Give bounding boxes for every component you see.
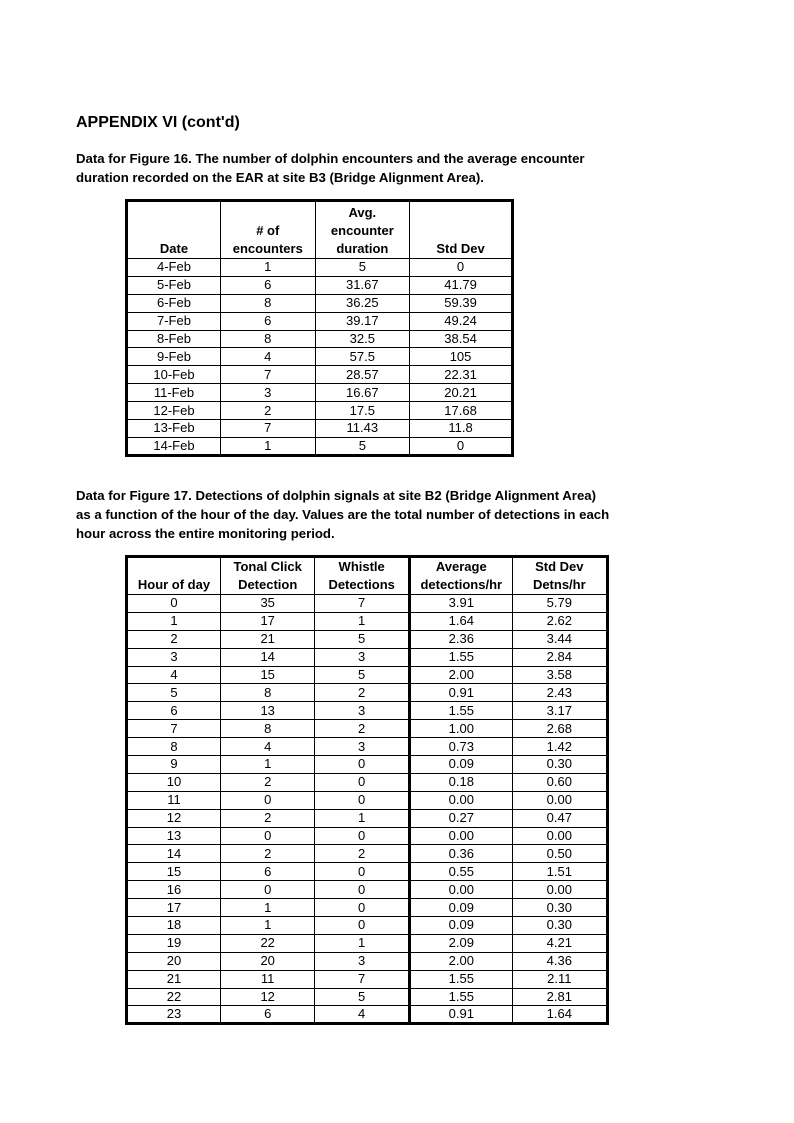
header-average-l1: Average <box>435 559 487 574</box>
table-cell: 4 <box>220 738 314 756</box>
table-header-row <box>127 201 513 259</box>
header-date: Date <box>127 201 221 259</box>
table-cell: 0 <box>220 791 314 809</box>
table-cell: 0 <box>315 756 410 774</box>
table-cell: 4 <box>127 666 221 684</box>
table-cell: 2.11 <box>512 970 607 988</box>
table-cell: 2.84 <box>512 648 607 666</box>
table-cell: 0 <box>410 437 513 455</box>
table-cell: 0.30 <box>512 756 607 774</box>
table-cell: 35 <box>220 595 314 613</box>
table-cell: 2 <box>315 845 410 863</box>
table-row <box>127 259 513 277</box>
table-cell: 0.00 <box>512 881 607 899</box>
table-cell: 0.09 <box>409 756 512 774</box>
table-cell: 3 <box>220 384 315 402</box>
table-row <box>127 402 513 420</box>
table-row <box>127 934 608 952</box>
table-cell: 15 <box>220 666 314 684</box>
table-cell: 17.68 <box>410 402 513 420</box>
table-cell: 9 <box>127 756 221 774</box>
table-cell: 1.55 <box>409 988 512 1006</box>
header-stddev-l2: Detns/hr <box>532 577 586 592</box>
header-avg-l1: Avg. <box>348 205 377 220</box>
table-cell: 0.30 <box>512 899 607 917</box>
table-cell: 20 <box>127 952 221 970</box>
table-cell: 0.73 <box>409 738 512 756</box>
table-row <box>127 437 513 455</box>
table-cell: 32.5 <box>315 330 410 348</box>
table-cell: 6 <box>220 276 315 294</box>
table-cell: 22 <box>127 988 221 1006</box>
table-cell: 0.18 <box>409 773 512 791</box>
table-cell: 5 <box>315 437 410 455</box>
table-cell: 10 <box>127 773 221 791</box>
table-cell: 38.54 <box>410 330 513 348</box>
table-cell: 0 <box>315 773 410 791</box>
table-cell: 0.00 <box>512 827 607 845</box>
table-cell: 0.30 <box>512 917 607 935</box>
table-cell: 0 <box>315 881 410 899</box>
table-cell: 3 <box>127 648 221 666</box>
table-cell: 1 <box>315 612 410 630</box>
table-row <box>127 845 608 863</box>
table-row <box>127 312 513 330</box>
table-row <box>127 881 608 899</box>
table-cell: 1 <box>220 437 315 455</box>
table-cell: 2.62 <box>512 612 607 630</box>
table-row <box>127 809 608 827</box>
table-cell: 7 <box>220 420 315 438</box>
table-cell: 7 <box>315 970 410 988</box>
table-cell: 5 <box>315 988 410 1006</box>
table-cell: 23 <box>127 1006 221 1024</box>
table-row <box>127 756 608 774</box>
header-avg-duration <box>315 201 410 259</box>
table-cell: 2 <box>220 809 314 827</box>
table-cell: 0.91 <box>409 1006 512 1024</box>
figure17-table-body <box>127 595 608 1024</box>
table-row <box>127 420 513 438</box>
table-cell: 17 <box>220 612 314 630</box>
table-cell: 0.00 <box>409 827 512 845</box>
figure16-table <box>125 199 514 457</box>
table-cell: 4-Feb <box>127 259 221 277</box>
table-cell: 49.24 <box>410 312 513 330</box>
table-cell: 28.57 <box>315 366 410 384</box>
table-row <box>127 384 513 402</box>
table-row <box>127 612 608 630</box>
table-row <box>127 863 608 881</box>
table-cell: 0.60 <box>512 773 607 791</box>
header-stddev-l1: Std Dev <box>535 559 584 574</box>
table-cell: 14-Feb <box>127 437 221 455</box>
table-row <box>127 988 608 1006</box>
table-cell: 0.47 <box>512 809 607 827</box>
table-cell: 15 <box>127 863 221 881</box>
table-cell: 2 <box>220 845 314 863</box>
table-cell: 5 <box>127 684 221 702</box>
table-row <box>127 630 608 648</box>
header-tonal-l2: Detection <box>238 577 298 592</box>
table-cell: 105 <box>410 348 513 366</box>
header-std-dev: Std Dev <box>410 201 513 259</box>
header-stddev <box>512 557 607 595</box>
table-cell: 14 <box>127 845 221 863</box>
table-cell: 9-Feb <box>127 348 221 366</box>
table-cell: 7 <box>220 366 315 384</box>
table-cell: 2.00 <box>409 952 512 970</box>
table-cell: 0 <box>315 827 410 845</box>
table-cell: 11.43 <box>315 420 410 438</box>
table-row <box>127 366 513 384</box>
table-row <box>127 684 608 702</box>
table-cell: 1.64 <box>512 1006 607 1024</box>
table-cell: 31.67 <box>315 276 410 294</box>
table-cell: 0 <box>315 917 410 935</box>
table-cell: 4 <box>315 1006 410 1024</box>
table-row <box>127 899 608 917</box>
table-cell: 13-Feb <box>127 420 221 438</box>
table-cell: 8-Feb <box>127 330 221 348</box>
table-cell: 7 <box>315 595 410 613</box>
table-cell: 57.5 <box>315 348 410 366</box>
table-cell: 0.27 <box>409 809 512 827</box>
table-cell: 2 <box>315 720 410 738</box>
table-cell: 14 <box>220 648 314 666</box>
table-cell: 11 <box>127 791 221 809</box>
table-cell: 0.36 <box>409 845 512 863</box>
table-cell: 12 <box>127 809 221 827</box>
table-cell: 0.91 <box>409 684 512 702</box>
table-cell: 3 <box>315 738 410 756</box>
table-row <box>127 595 608 613</box>
table-cell: 36.25 <box>315 294 410 312</box>
header-hour: Hour of day <box>127 557 221 595</box>
figure16-table-body <box>127 259 513 456</box>
table-cell: 1 <box>220 756 314 774</box>
table-cell: 8 <box>220 684 314 702</box>
table-cell: 0 <box>315 863 410 881</box>
table-cell: 0.00 <box>409 881 512 899</box>
table-row <box>127 970 608 988</box>
table-cell: 39.17 <box>315 312 410 330</box>
table-cell: 5 <box>315 259 410 277</box>
table-cell: 2.43 <box>512 684 607 702</box>
table-cell: 59.39 <box>410 294 513 312</box>
figure16-caption-line: Data for Figure 16. The number of dolphin encounters and the average encounter <box>76 151 585 166</box>
table-cell: 7-Feb <box>127 312 221 330</box>
table-row <box>127 738 608 756</box>
figure17-caption-line: Data for Figure 17. Detections of dolphin signals at site B2 (Bridge Alignment Area) <box>76 488 597 503</box>
table-row <box>127 348 513 366</box>
table-cell: 2.68 <box>512 720 607 738</box>
header-whistle-l1: Whistle <box>338 559 385 574</box>
table-cell: 0 <box>410 259 513 277</box>
table-cell: 1 <box>127 612 221 630</box>
table-cell: 1.55 <box>409 648 512 666</box>
table-cell: 21 <box>127 970 221 988</box>
table-row <box>127 791 608 809</box>
table-cell: 17 <box>127 899 221 917</box>
table-cell: 5.79 <box>512 595 607 613</box>
table-cell: 8 <box>127 738 221 756</box>
table-row <box>127 720 608 738</box>
table-cell: 0 <box>315 791 410 809</box>
table-cell: 4.36 <box>512 952 607 970</box>
table-header-row <box>127 557 608 595</box>
table-cell: 11 <box>220 970 314 988</box>
table-row <box>127 1006 608 1024</box>
table-cell: 8 <box>220 294 315 312</box>
header-encounters-l1: # of <box>256 223 280 238</box>
table-cell: 0 <box>127 595 221 613</box>
table-cell: 1 <box>315 934 410 952</box>
header-tonal-click <box>220 557 314 595</box>
table-cell: 2.81 <box>512 988 607 1006</box>
table-cell: 3.91 <box>409 595 512 613</box>
table-cell: 13 <box>220 702 314 720</box>
table-cell: 2 <box>220 402 315 420</box>
table-cell: 4 <box>220 348 315 366</box>
figure16-caption-line: duration recorded on the EAR at site B3 (Bridge Alignment Area). <box>76 170 484 185</box>
page-title: APPENDIX VI (cont'd) <box>76 114 240 131</box>
figure17-table <box>125 555 609 1025</box>
header-whistle-l2: Detections <box>328 577 395 592</box>
table-cell: 7 <box>127 720 221 738</box>
table-cell: 0 <box>220 827 314 845</box>
header-whistle <box>315 557 410 595</box>
table-cell: 0.09 <box>409 917 512 935</box>
table-cell: 20.21 <box>410 384 513 402</box>
header-avg-l2: encounter <box>330 223 394 238</box>
table-cell: 41.79 <box>410 276 513 294</box>
table-cell: 3.58 <box>512 666 607 684</box>
table-cell: 2.09 <box>409 934 512 952</box>
figure17-caption-line: hour across the entire monitoring period. <box>76 526 335 541</box>
table-row <box>127 827 608 845</box>
table-cell: 2 <box>127 630 221 648</box>
table-cell: 1.51 <box>512 863 607 881</box>
table-cell: 3.44 <box>512 630 607 648</box>
table-row <box>127 917 608 935</box>
table-cell: 6 <box>127 702 221 720</box>
table-cell: 22.31 <box>410 366 513 384</box>
table-cell: 21 <box>220 630 314 648</box>
table-cell: 6 <box>220 863 314 881</box>
table-cell: 3.17 <box>512 702 607 720</box>
table-cell: 1 <box>315 809 410 827</box>
table-row <box>127 330 513 348</box>
table-row <box>127 276 513 294</box>
table-cell: 16.67 <box>315 384 410 402</box>
table-cell: 13 <box>127 827 221 845</box>
figure17-caption-line: as a function of the hour of the day. Values are the total number of detections in each <box>76 507 610 522</box>
figure17-caption <box>76 486 716 543</box>
header-average-l2: detections/hr <box>420 577 503 592</box>
table-row <box>127 666 608 684</box>
table-cell: 1 <box>220 917 314 935</box>
header-average <box>409 557 512 595</box>
table-cell: 1.64 <box>409 612 512 630</box>
table-cell: 10-Feb <box>127 366 221 384</box>
table-cell: 1.55 <box>409 702 512 720</box>
table-cell: 1.00 <box>409 720 512 738</box>
table-cell: 2 <box>220 773 314 791</box>
table-cell: 12 <box>220 988 314 1006</box>
header-encounters-l2: encounters <box>232 241 303 256</box>
table-cell: 2 <box>315 684 410 702</box>
table-cell: 22 <box>220 934 314 952</box>
table-cell: 19 <box>127 934 221 952</box>
table-cell: 2.36 <box>409 630 512 648</box>
table-cell: 2.00 <box>409 666 512 684</box>
table-cell: 1.55 <box>409 970 512 988</box>
table-cell: 18 <box>127 917 221 935</box>
table-row <box>127 648 608 666</box>
table-cell: 0 <box>315 899 410 917</box>
table-cell: 0.09 <box>409 899 512 917</box>
figure16-caption <box>76 149 716 187</box>
table-cell: 0.00 <box>512 791 607 809</box>
table-cell: 20 <box>220 952 314 970</box>
table-cell: 0.50 <box>512 845 607 863</box>
table-cell: 17.5 <box>315 402 410 420</box>
table-cell: 3 <box>315 952 410 970</box>
table-row <box>127 952 608 970</box>
table-cell: 3 <box>315 648 410 666</box>
table-cell: 5 <box>315 666 410 684</box>
table-cell: 5-Feb <box>127 276 221 294</box>
table-cell: 0.55 <box>409 863 512 881</box>
table-cell: 5 <box>315 630 410 648</box>
table-cell: 8 <box>220 720 314 738</box>
table-cell: 1 <box>220 259 315 277</box>
table-cell: 0.00 <box>409 791 512 809</box>
table-row <box>127 702 608 720</box>
table-cell: 16 <box>127 881 221 899</box>
table-cell: 1 <box>220 899 314 917</box>
table-cell: 8 <box>220 330 315 348</box>
table-cell: 0 <box>220 881 314 899</box>
table-row <box>127 773 608 791</box>
header-encounters <box>220 201 315 259</box>
table-cell: 1.42 <box>512 738 607 756</box>
table-row <box>127 294 513 312</box>
table-cell: 11-Feb <box>127 384 221 402</box>
table-cell: 3 <box>315 702 410 720</box>
table-cell: 6 <box>220 1006 314 1024</box>
table-cell: 6-Feb <box>127 294 221 312</box>
table-cell: 6 <box>220 312 315 330</box>
header-tonal-l1: Tonal Click <box>233 559 302 574</box>
table-cell: 11.8 <box>410 420 513 438</box>
table-cell: 12-Feb <box>127 402 221 420</box>
table-cell: 4.21 <box>512 934 607 952</box>
header-avg-l3: duration <box>336 241 389 256</box>
